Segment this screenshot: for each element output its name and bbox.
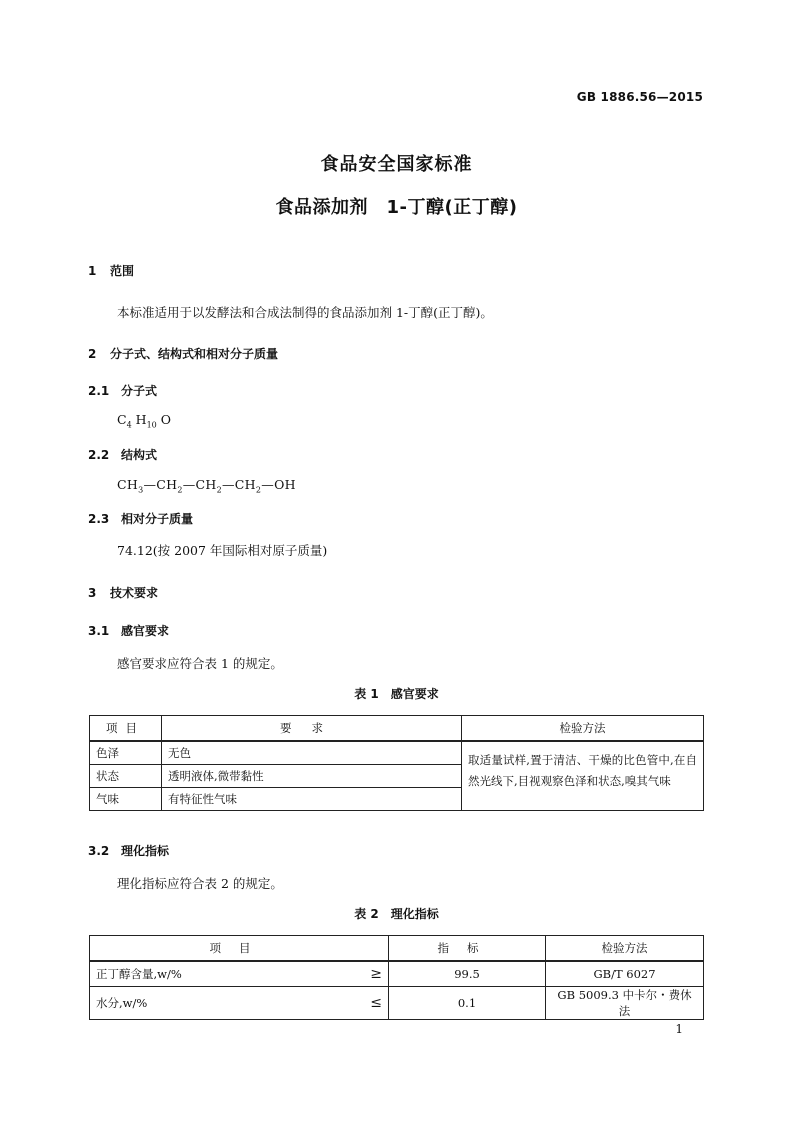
- table-row: [90, 987, 704, 1020]
- requirement-cell: 有特征性气味: [162, 788, 462, 811]
- standard-number: GB 1886.56—2015: [576, 90, 703, 104]
- physicochemical-table: [89, 935, 704, 1020]
- section-heading-2: 2 分子式、结构式和相对分子质量: [88, 347, 279, 361]
- section-1-text: 本标准适用于以发酵法和合成法制得的食品添加剂 1-丁醇(正丁醇)。: [117, 305, 493, 320]
- section-heading-2-1: 2.1 分子式: [88, 384, 158, 398]
- table-row: [90, 961, 704, 987]
- value-cell: 99.5: [389, 961, 546, 987]
- table-2-caption: 表 2 理化指标: [354, 907, 439, 921]
- table-header-row: [90, 936, 704, 962]
- section-3-1-text: 感官要求应符合表 1 的规定。: [117, 656, 283, 671]
- item-cell: 气味: [90, 788, 162, 811]
- section-heading-3-2: 3.2 理化指标: [88, 844, 170, 858]
- document-subtitle: 食品添加剂 1-丁醇(正丁醇): [275, 197, 518, 218]
- section-heading-2-3: 2.3 相对分子质量: [88, 512, 194, 526]
- page-number: 1: [675, 1022, 683, 1036]
- column-header-index: 指标: [389, 936, 546, 962]
- table-header-row: [90, 716, 704, 742]
- section-heading-1: 1 范围: [88, 264, 135, 278]
- requirement-cell: 无色: [162, 741, 462, 765]
- table-1-caption: 表 1 感官要求: [354, 687, 439, 701]
- column-header-requirement: 要求: [162, 716, 462, 742]
- document-title: 食品安全国家标准: [320, 154, 473, 175]
- structural-formula: $CH_3—CH_2—CH_2—CH_2—OH$: [117, 477, 296, 495]
- molecular-mass-text: 74.12(按 2007 年国际相对原子质量): [117, 543, 328, 558]
- value-cell: 0.1: [389, 987, 546, 1020]
- section-3-2-text: 理化指标应符合表 2 的规定。: [117, 876, 283, 891]
- item-cell: 正丁醇含量,w/%: [90, 961, 345, 987]
- method-cell: 取适量试样,置于清洁、干燥的比色管中,在自然光线下,目视观察色泽和状态,嗅其气味: [462, 741, 704, 811]
- column-header-method: 检验方法: [462, 716, 704, 742]
- column-header-item: 项目: [90, 936, 389, 962]
- section-heading-3-1: 3.1 感官要求: [88, 624, 170, 638]
- molecular-formula: $C_4$ $H_{10}$ O: [117, 412, 171, 430]
- method-cell: GB 5009.3 中卡尔・费休法: [546, 987, 704, 1020]
- requirement-cell: 透明液体,微带黏性: [162, 765, 462, 788]
- comparison-symbol: ≥: [345, 961, 389, 987]
- column-header-item: 项目: [90, 716, 162, 742]
- item-cell: 状态: [90, 765, 162, 788]
- column-header-method: 检验方法: [546, 936, 704, 962]
- item-cell: 水分,w/%: [90, 987, 345, 1020]
- sensory-requirements-table: [89, 715, 704, 811]
- item-cell: 色泽: [90, 741, 162, 765]
- method-cell: GB/T 6027: [546, 961, 704, 987]
- table-row: [90, 741, 704, 765]
- section-heading-2-2: 2.2 结构式: [88, 448, 158, 462]
- section-heading-3: 3 技术要求: [88, 586, 159, 600]
- comparison-symbol: ≤: [345, 987, 389, 1020]
